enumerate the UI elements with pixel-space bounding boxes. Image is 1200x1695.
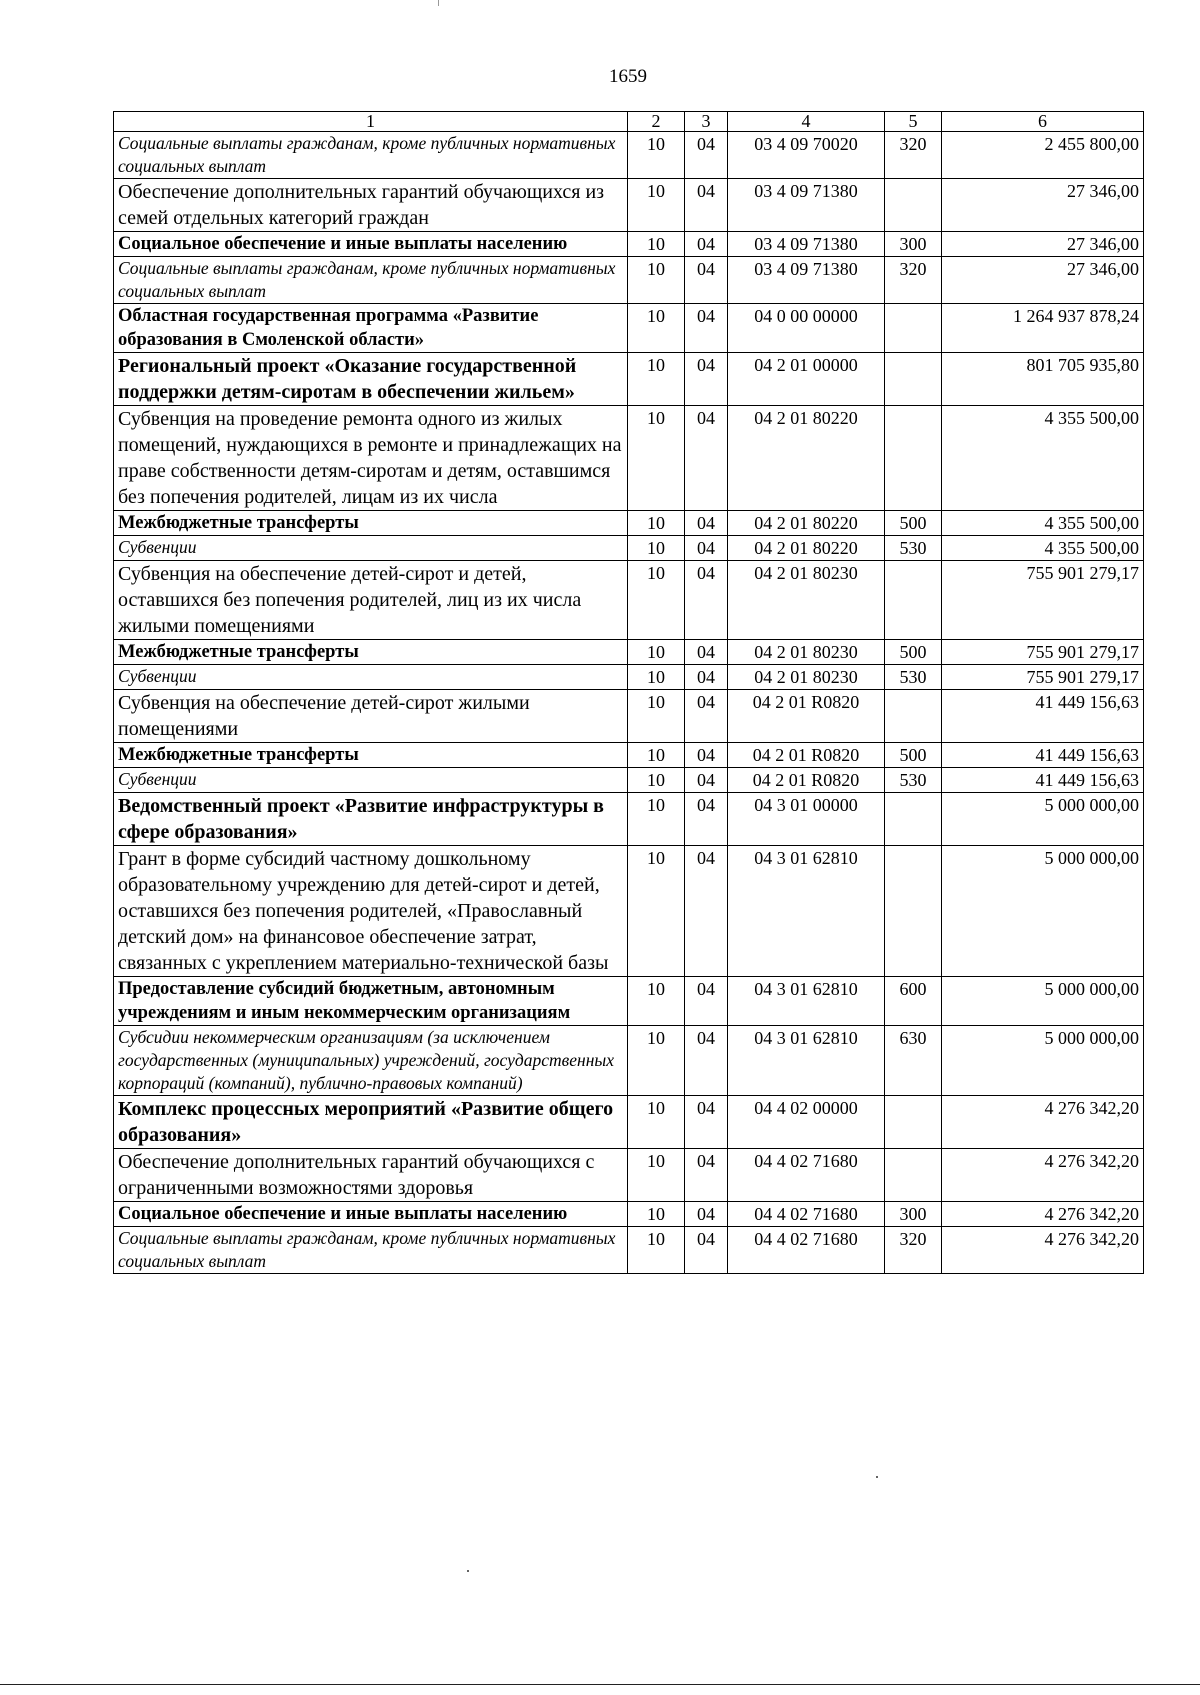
row-expense-type-cell: 530: [885, 536, 942, 561]
scan-dot: [467, 1570, 469, 1572]
row-name-cell: Региональный проект «Оказание государственной поддержки детям-сиротам в обеспечении жильем»: [114, 353, 628, 406]
row-target-article-cell: 03 4 09 71380: [728, 232, 885, 257]
row-section-cell: 10: [628, 406, 685, 511]
row-subsection-cell: 04: [685, 353, 728, 406]
row-expense-type-cell: 320: [885, 132, 942, 179]
row-target-article-cell: 04 2 01 80230: [728, 640, 885, 665]
row-subsection-cell: 04: [685, 793, 728, 846]
row-target-article-cell: 04 0 00 00000: [728, 304, 885, 353]
row-target-article-cell: 04 3 01 00000: [728, 793, 885, 846]
row-subsection-cell: 04: [685, 977, 728, 1026]
row-target-article-cell: 04 2 01 80230: [728, 561, 885, 640]
table-row: [114, 743, 1144, 768]
row-target-article-cell: 04 2 01 80230: [728, 665, 885, 690]
row-amount-cell: 27 346,00: [942, 257, 1144, 304]
row-target-article-cell: 04 3 01 62810: [728, 1026, 885, 1096]
row-section-cell: 10: [628, 793, 685, 846]
table-row: [114, 304, 1144, 353]
row-section-cell: 10: [628, 1202, 685, 1227]
row-amount-cell: 41 449 156,63: [942, 690, 1144, 743]
row-expense-type-cell: 320: [885, 1227, 942, 1274]
row-amount-cell: 27 346,00: [942, 179, 1144, 232]
row-amount-cell: 4 276 342,20: [942, 1227, 1144, 1274]
scan-mark: [438, 0, 439, 6]
row-target-article-cell: 04 4 02 71680: [728, 1227, 885, 1274]
row-section-cell: 10: [628, 977, 685, 1026]
row-expense-type-cell: 300: [885, 1202, 942, 1227]
row-subsection-cell: 04: [685, 690, 728, 743]
row-amount-cell: 755 901 279,17: [942, 665, 1144, 690]
row-expense-type-cell: [885, 304, 942, 353]
row-expense-type-cell: 530: [885, 768, 942, 793]
row-section-cell: 10: [628, 690, 685, 743]
row-name-cell: Межбюджетные трансферты: [114, 511, 628, 536]
column-header: 1: [114, 112, 628, 132]
row-amount-cell: 4 355 500,00: [942, 511, 1144, 536]
row-section-cell: 10: [628, 743, 685, 768]
row-expense-type-cell: 500: [885, 640, 942, 665]
row-amount-cell: 4 276 342,20: [942, 1202, 1144, 1227]
row-section-cell: 10: [628, 846, 685, 977]
row-section-cell: 10: [628, 640, 685, 665]
row-name-cell: Субвенция на проведение ремонта одного из жилых помещений, нуждающихся в ремонте и принадлежащих на праве собственности детям-сиротам и детям, оставшимся без попечения родителей, лицам из их числа: [114, 406, 628, 511]
row-amount-cell: 4 355 500,00: [942, 536, 1144, 561]
row-name-cell: Субвенция на обеспечение детей-сирот жилыми помещениями: [114, 690, 628, 743]
row-name-cell: Областная государственная программа «Развитие образования в Смоленской области»: [114, 304, 628, 353]
row-name-cell: Субвенции: [114, 768, 628, 793]
row-target-article-cell: 04 2 01 R0820: [728, 743, 885, 768]
row-subsection-cell: 04: [685, 665, 728, 690]
column-header: 5: [885, 112, 942, 132]
scan-edge-line: [0, 1684, 1200, 1685]
row-expense-type-cell: [885, 406, 942, 511]
row-amount-cell: 5 000 000,00: [942, 846, 1144, 977]
row-name-cell: Субвенции: [114, 665, 628, 690]
row-section-cell: 10: [628, 665, 685, 690]
row-name-cell: Социальные выплаты гражданам, кроме публичных нормативных социальных выплат: [114, 132, 628, 179]
row-subsection-cell: 04: [685, 743, 728, 768]
row-amount-cell: 4 355 500,00: [942, 406, 1144, 511]
table-row: [114, 793, 1144, 846]
budget-table: [113, 111, 1144, 1274]
table-row: [114, 1026, 1144, 1096]
column-header: 3: [685, 112, 728, 132]
row-amount-cell: 5 000 000,00: [942, 1026, 1144, 1096]
row-name-cell: Предоставление субсидий бюджетным, автономным учреждениям и иным некоммерческим организациям: [114, 977, 628, 1026]
row-target-article-cell: 04 2 01 80220: [728, 406, 885, 511]
table-row: [114, 1227, 1144, 1274]
row-name-cell: Субвенция на обеспечение детей-сирот и детей, оставшихся без попечения родителей, лиц из их числа жилыми помещениями: [114, 561, 628, 640]
row-subsection-cell: 04: [685, 232, 728, 257]
table-row: [114, 1096, 1144, 1149]
table-row: [114, 511, 1144, 536]
row-expense-type-cell: [885, 690, 942, 743]
table-row: [114, 179, 1144, 232]
row-expense-type-cell: 600: [885, 977, 942, 1026]
row-name-cell: Социальные выплаты гражданам, кроме публичных нормативных социальных выплат: [114, 1227, 628, 1274]
row-target-article-cell: 03 4 09 70020: [728, 132, 885, 179]
row-target-article-cell: 04 3 01 62810: [728, 977, 885, 1026]
row-expense-type-cell: 530: [885, 665, 942, 690]
table-header-row: [114, 112, 1144, 132]
table-row: [114, 665, 1144, 690]
table-row: [114, 690, 1144, 743]
table-row: [114, 353, 1144, 406]
row-target-article-cell: 04 2 01 R0820: [728, 690, 885, 743]
row-amount-cell: 755 901 279,17: [942, 561, 1144, 640]
row-expense-type-cell: [885, 793, 942, 846]
row-amount-cell: 4 276 342,20: [942, 1149, 1144, 1202]
row-name-cell: Субсидии некоммерческим организациям (за исключением государственных (муниципальных) учреждений, государственных корпораций (компаний), публично-правовых компаний): [114, 1026, 628, 1096]
row-expense-type-cell: 500: [885, 511, 942, 536]
row-section-cell: 10: [628, 561, 685, 640]
row-subsection-cell: 04: [685, 561, 728, 640]
row-section-cell: 10: [628, 257, 685, 304]
row-amount-cell: 755 901 279,17: [942, 640, 1144, 665]
row-amount-cell: 5 000 000,00: [942, 977, 1144, 1026]
row-subsection-cell: 04: [685, 1096, 728, 1149]
column-header: 6: [942, 112, 1144, 132]
row-expense-type-cell: [885, 1096, 942, 1149]
row-amount-cell: 27 346,00: [942, 232, 1144, 257]
row-section-cell: 10: [628, 1149, 685, 1202]
row-amount-cell: 5 000 000,00: [942, 793, 1144, 846]
row-target-article-cell: 04 4 02 00000: [728, 1096, 885, 1149]
row-name-cell: Ведомственный проект «Развитие инфраструктуры в сфере образования»: [114, 793, 628, 846]
row-section-cell: 10: [628, 768, 685, 793]
row-name-cell: Межбюджетные трансферты: [114, 743, 628, 768]
row-target-article-cell: 03 4 09 71380: [728, 179, 885, 232]
row-target-article-cell: 04 4 02 71680: [728, 1202, 885, 1227]
table-row: [114, 232, 1144, 257]
row-subsection-cell: 04: [685, 257, 728, 304]
row-name-cell: Обеспечение дополнительных гарантий обучающихся с ограниченными возможностями здоровья: [114, 1149, 628, 1202]
row-section-cell: 10: [628, 1026, 685, 1096]
table-row: [114, 561, 1144, 640]
row-subsection-cell: 04: [685, 406, 728, 511]
table-row: [114, 1149, 1144, 1202]
row-subsection-cell: 04: [685, 536, 728, 561]
row-section-cell: 10: [628, 304, 685, 353]
column-header: 4: [728, 112, 885, 132]
row-name-cell: Социальные выплаты гражданам, кроме публичных нормативных социальных выплат: [114, 257, 628, 304]
row-expense-type-cell: 300: [885, 232, 942, 257]
row-name-cell: Комплекс процессных мероприятий «Развитие общего образования»: [114, 1096, 628, 1149]
row-amount-cell: 801 705 935,80: [942, 353, 1144, 406]
table-row: [114, 768, 1144, 793]
row-section-cell: 10: [628, 353, 685, 406]
row-subsection-cell: 04: [685, 511, 728, 536]
row-amount-cell: 41 449 156,63: [942, 743, 1144, 768]
row-target-article-cell: 04 2 01 R0820: [728, 768, 885, 793]
row-target-article-cell: 04 4 02 71680: [728, 1149, 885, 1202]
row-expense-type-cell: [885, 179, 942, 232]
row-expense-type-cell: 500: [885, 743, 942, 768]
row-amount-cell: 1 264 937 878,24: [942, 304, 1144, 353]
row-section-cell: 10: [628, 536, 685, 561]
column-header: 2: [628, 112, 685, 132]
row-target-article-cell: 04 2 01 00000: [728, 353, 885, 406]
row-subsection-cell: 04: [685, 1149, 728, 1202]
row-name-cell: Обеспечение дополнительных гарантий обучающихся из семей отдельных категорий граждан: [114, 179, 628, 232]
table-row: [114, 406, 1144, 511]
row-target-article-cell: 03 4 09 71380: [728, 257, 885, 304]
row-target-article-cell: 04 2 01 80220: [728, 511, 885, 536]
row-subsection-cell: 04: [685, 640, 728, 665]
row-target-article-cell: 04 2 01 80220: [728, 536, 885, 561]
table-row: [114, 846, 1144, 977]
row-name-cell: Межбюджетные трансферты: [114, 640, 628, 665]
table-row: [114, 132, 1144, 179]
page-number: 1659: [609, 66, 647, 87]
table-row: [114, 977, 1144, 1026]
row-target-article-cell: 04 3 01 62810: [728, 846, 885, 977]
row-name-cell: Социальное обеспечение и иные выплаты населению: [114, 1202, 628, 1227]
row-name-cell: Социальное обеспечение и иные выплаты населению: [114, 232, 628, 257]
row-expense-type-cell: 630: [885, 1026, 942, 1096]
table-row: [114, 536, 1144, 561]
row-section-cell: 10: [628, 132, 685, 179]
row-subsection-cell: 04: [685, 1227, 728, 1274]
row-name-cell: Грант в форме субсидий частному дошкольному образовательному учреждению для детей-сирот и детей, оставшихся без попечения родителей, «Православный детский дом» на финансовое обеспечение затрат, связанных с укреплением материально-технической базы: [114, 846, 628, 977]
row-section-cell: 10: [628, 511, 685, 536]
row-subsection-cell: 04: [685, 846, 728, 977]
row-subsection-cell: 04: [685, 1202, 728, 1227]
row-expense-type-cell: [885, 846, 942, 977]
row-expense-type-cell: [885, 1149, 942, 1202]
row-subsection-cell: 04: [685, 304, 728, 353]
row-amount-cell: 2 455 800,00: [942, 132, 1144, 179]
row-expense-type-cell: 320: [885, 257, 942, 304]
row-subsection-cell: 04: [685, 1026, 728, 1096]
row-expense-type-cell: [885, 353, 942, 406]
row-section-cell: 10: [628, 1096, 685, 1149]
table-row: [114, 257, 1144, 304]
row-subsection-cell: 04: [685, 179, 728, 232]
row-amount-cell: 4 276 342,20: [942, 1096, 1144, 1149]
row-subsection-cell: 04: [685, 132, 728, 179]
table-row: [114, 1202, 1144, 1227]
row-subsection-cell: 04: [685, 768, 728, 793]
row-section-cell: 10: [628, 232, 685, 257]
row-section-cell: 10: [628, 179, 685, 232]
row-name-cell: Субвенции: [114, 536, 628, 561]
row-section-cell: 10: [628, 1227, 685, 1274]
table-row: [114, 640, 1144, 665]
row-expense-type-cell: [885, 561, 942, 640]
scan-dot: [876, 1476, 878, 1478]
row-amount-cell: 41 449 156,63: [942, 768, 1144, 793]
